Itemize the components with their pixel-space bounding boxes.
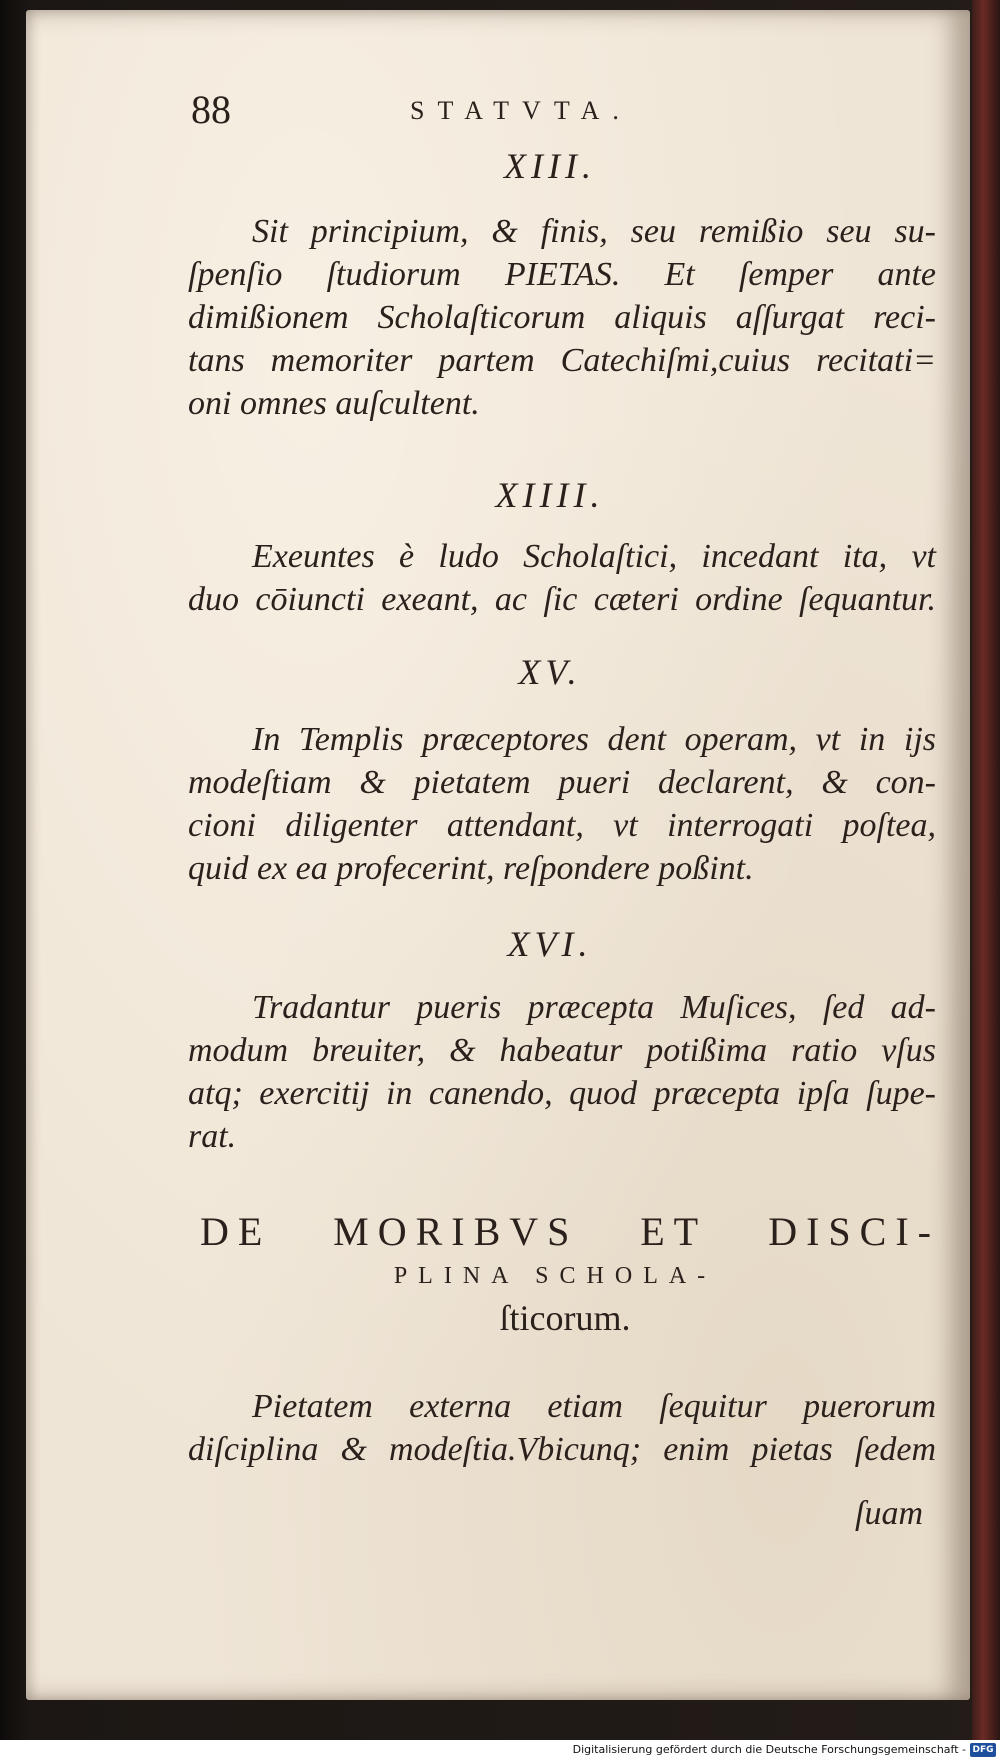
text-line: ſpenſio ſtudiorum PIETAS. Et ſemper ante bbox=[188, 256, 936, 293]
section-heading-xvi: XVI. bbox=[507, 924, 593, 964]
catchword: ſuam bbox=[855, 1495, 923, 1532]
section-heading-xiiii: XIIII. bbox=[495, 475, 605, 515]
dfg-logo: DFG bbox=[970, 1743, 996, 1757]
text-line: rat. bbox=[188, 1118, 237, 1155]
chapter-title-line: ſticorum. bbox=[499, 1298, 631, 1338]
text-line: tans memoriter partem Catechiſmi,cuius recitati= bbox=[188, 342, 936, 379]
statute-paragraph-xiii bbox=[188, 210, 936, 425]
text-line: cioni diligenter attendant, vt interrogati poſtea, bbox=[188, 807, 936, 844]
text-line: dimißionem Scholaſticorum aliquis aſſurgat reci- bbox=[188, 299, 936, 336]
text-line: duo cōiuncti exeant, ac ſic cæteri ordine ſequantur. bbox=[188, 581, 936, 618]
text-line: quid ex ea profecerint, reſpondere poßint. bbox=[188, 850, 754, 887]
digitization-footer bbox=[0, 1740, 1000, 1760]
text-line: Pietatem externa etiam ſequitur puerorum bbox=[252, 1388, 936, 1425]
section-heading-xv: XV. bbox=[518, 652, 582, 692]
page-number: 88 bbox=[191, 87, 231, 132]
text-line: diſciplina & modeſtia.Vbicunq; enim pietas ſedem bbox=[188, 1431, 936, 1468]
statute-paragraph-xiiii bbox=[188, 535, 936, 621]
statute-paragraph-xv bbox=[188, 718, 936, 890]
chapter-title-line: PLINA SCHOLA- bbox=[393, 1263, 717, 1289]
text-line: In Templis præceptores dent operam, vt in ijs bbox=[252, 721, 936, 758]
statute-paragraph-xvi bbox=[188, 986, 936, 1158]
chapter-title-line: DE MORIBVS ET DISCI- bbox=[200, 1209, 940, 1254]
running-head: STATVTA. bbox=[410, 96, 632, 125]
text-line: Sit principium, & finis, seu remißio seu su- bbox=[252, 213, 936, 250]
closing-paragraph bbox=[188, 1385, 936, 1471]
footer-credit: Digitalisierung gefördert durch die Deutsche Forschungsgemeinschaft - bbox=[572, 1743, 966, 1756]
text-line: oni omnes auſcultent. bbox=[188, 385, 480, 422]
section-heading-xiii: XIII. bbox=[504, 146, 596, 186]
text-line: atq; exercitij in canendo, quod præcepta ipſa ſupe- bbox=[188, 1075, 936, 1112]
text-line: Tradantur pueris præcepta Muſices, ſed ad- bbox=[252, 989, 936, 1026]
text-line: modeſtiam & pietatem pueri declarent, & con- bbox=[188, 764, 936, 801]
text-line: modum breuiter, & habeatur potißima ratio vſus bbox=[188, 1032, 936, 1069]
book-edge bbox=[972, 0, 1000, 1740]
text-line: Exeuntes è ludo Scholaſtici, incedant ita, vt bbox=[252, 538, 936, 575]
chapter-title bbox=[200, 1208, 940, 1340]
